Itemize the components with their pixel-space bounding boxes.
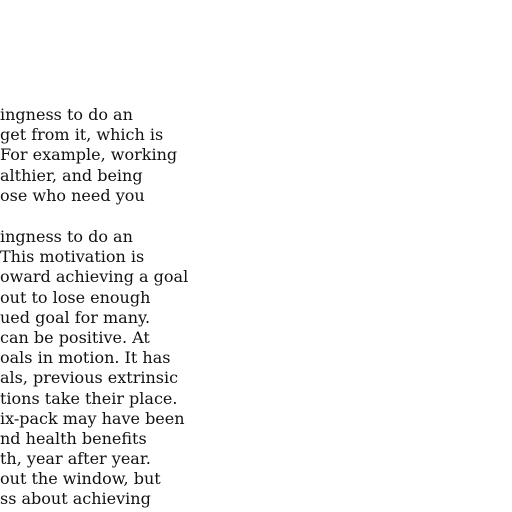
text-line: can be positive. At [0, 327, 150, 347]
text-line: ose who need you [0, 185, 145, 205]
text-line: This motivation is [0, 247, 145, 267]
paragraph-extrinsic-motivation [0, 227, 200, 510]
text-line: out the window, but [0, 469, 161, 489]
text-line: ued goal for many. [0, 307, 151, 327]
text-line: out to lose enough [0, 287, 151, 307]
text-line: tions take their place. [0, 388, 178, 408]
text-line: ss about achieving [0, 489, 151, 509]
text-line: get from it, which is [0, 125, 164, 145]
text-line: oward achieving a goal [0, 267, 189, 287]
text-line: For example, working [0, 145, 178, 165]
text-line: als, previous extrinsic [0, 368, 179, 388]
text-line: oals in motion. It has [0, 348, 171, 368]
text-line: ingness to do an [0, 227, 133, 246]
text-line: nd health benefits [0, 428, 147, 448]
paragraph-intrinsic-motivation [0, 105, 200, 206]
text-line: althier, and being [0, 165, 143, 185]
text-line: ix-pack may have been [0, 408, 185, 428]
text-line: ingness to do an [0, 105, 133, 124]
text-line: th, year after year. [0, 449, 151, 469]
